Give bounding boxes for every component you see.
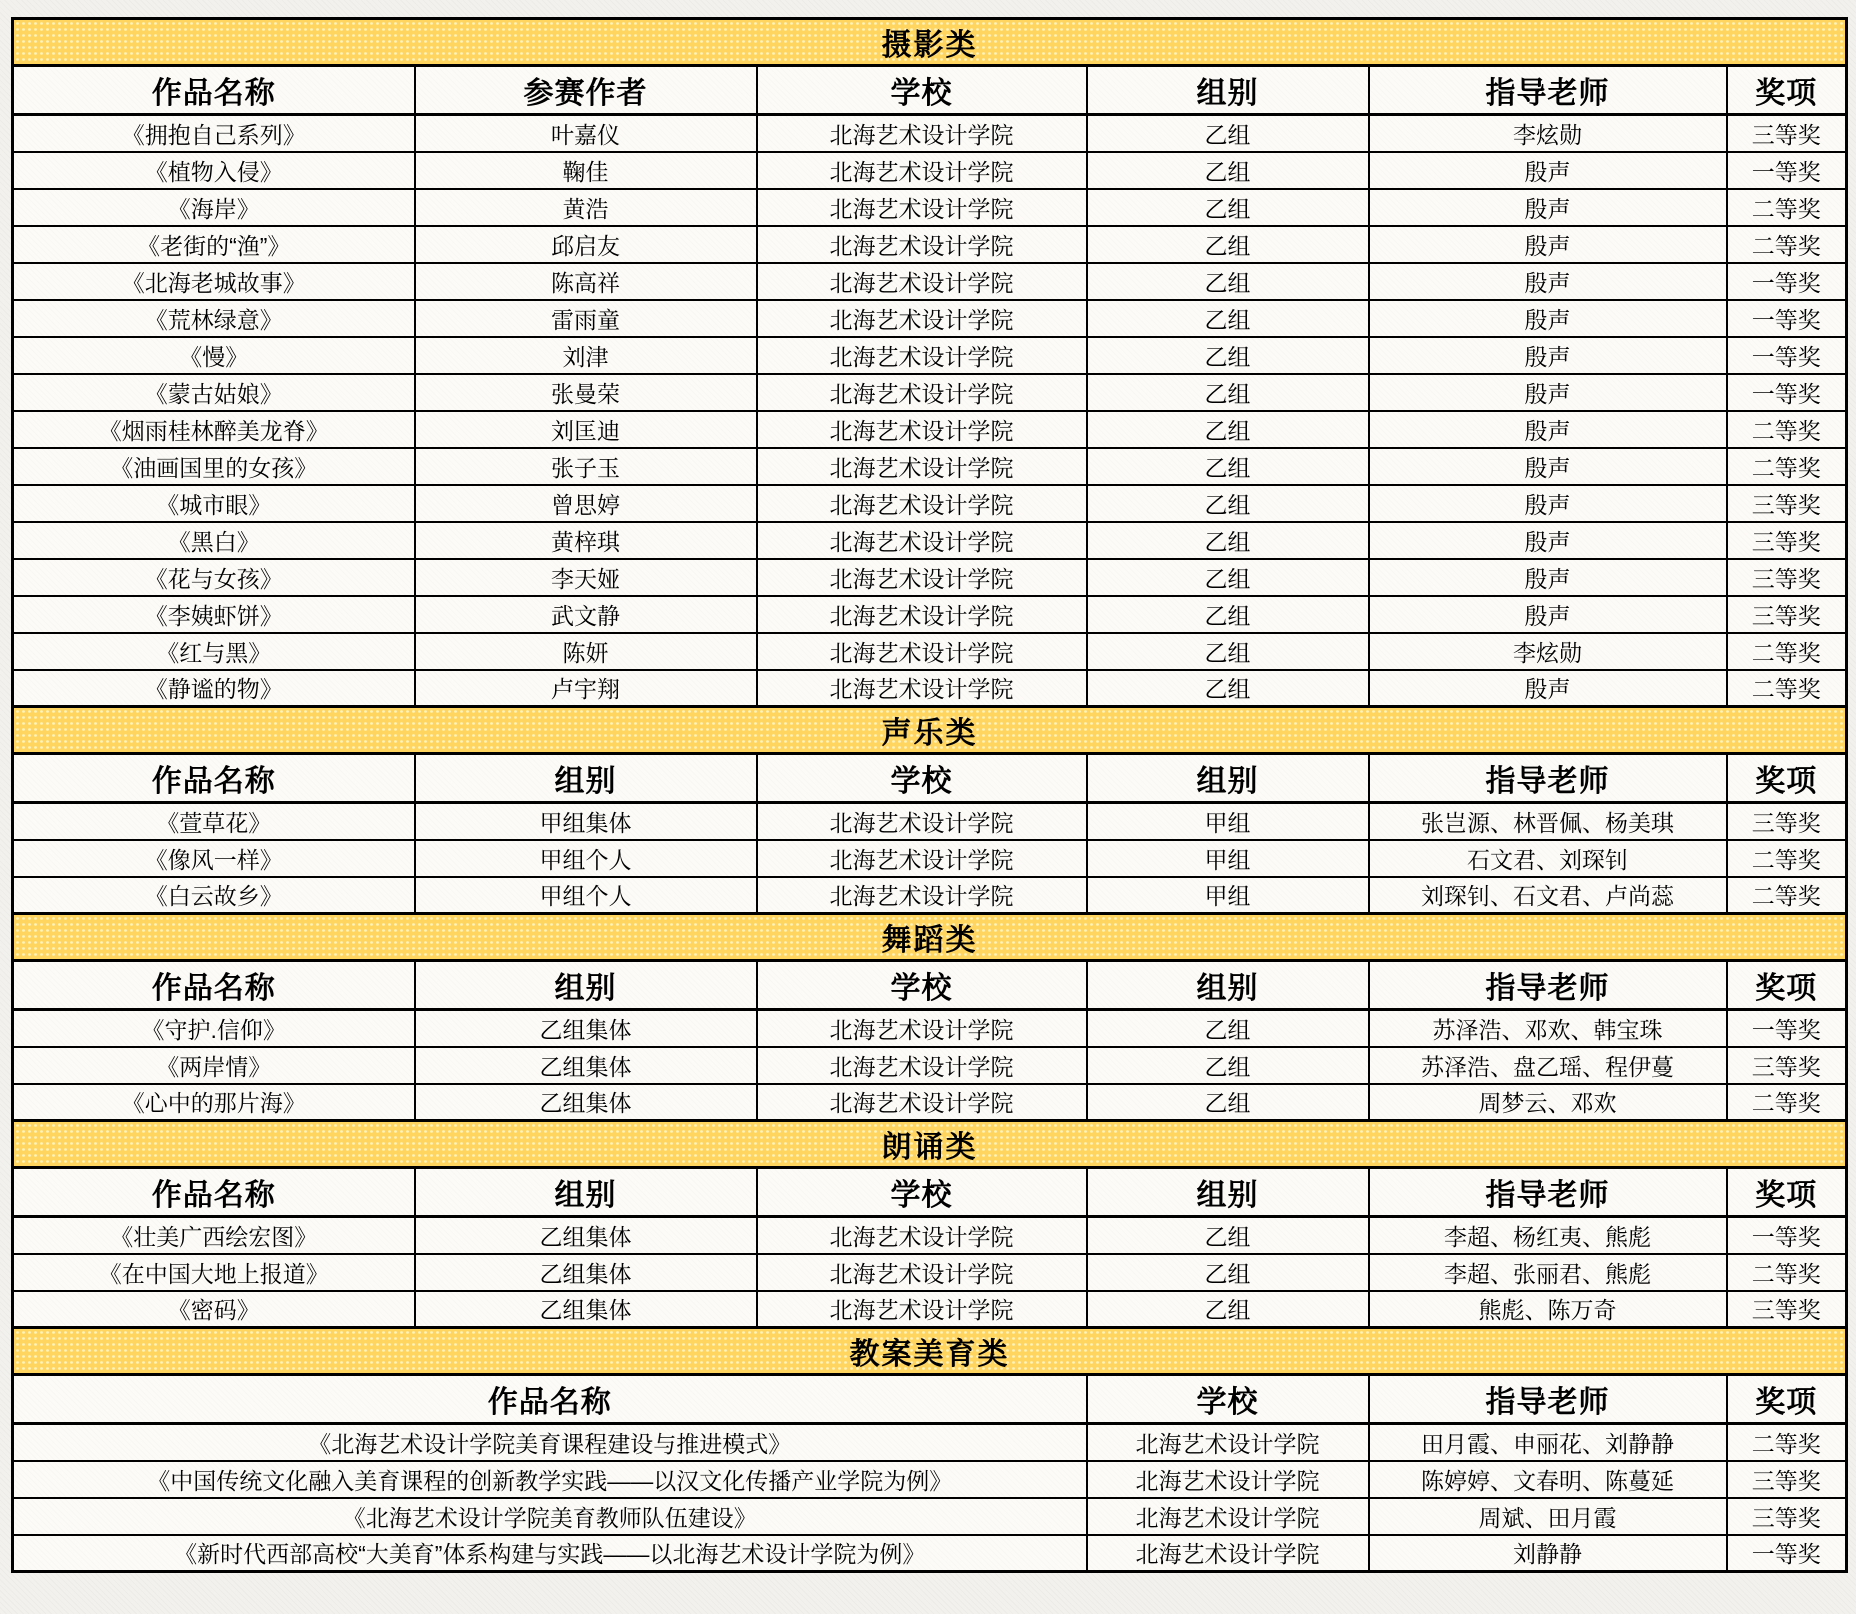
- table-cell: 殷声: [1369, 411, 1727, 448]
- table-cell: 北海艺术设计学院: [757, 1217, 1087, 1254]
- column-header: 组别: [415, 1168, 757, 1217]
- table-row: [13, 803, 1847, 840]
- table-row: [13, 670, 1847, 707]
- table-cell: 甲组个人: [415, 840, 757, 877]
- table-cell: 乙组: [1087, 559, 1369, 596]
- column-header: 组别: [1087, 66, 1369, 115]
- column-header: 参赛作者: [415, 66, 757, 115]
- table-cell: 殷声: [1369, 374, 1727, 411]
- table-cell: 北海艺术设计学院: [757, 1084, 1087, 1121]
- table-cell: 《植物入侵》: [13, 152, 415, 189]
- table-cell: 张岂源、林晋佩、杨美琪: [1369, 803, 1727, 840]
- table-cell: 北海艺术设计学院: [757, 559, 1087, 596]
- table-cell: 北海艺术设计学院: [757, 1254, 1087, 1291]
- table-cell: 《北海老城故事》: [13, 263, 415, 300]
- table-cell: 北海艺术设计学院: [1087, 1461, 1369, 1498]
- table-row: [13, 374, 1847, 411]
- table-cell: 乙组: [1087, 263, 1369, 300]
- section-band: [13, 1328, 1847, 1375]
- table-cell: 三等奖: [1727, 596, 1847, 633]
- column-header: 指导老师: [1369, 1168, 1727, 1217]
- table-cell: 李天娅: [415, 559, 757, 596]
- table-row: [13, 1217, 1847, 1254]
- table-cell: 北海艺术设计学院: [757, 263, 1087, 300]
- header-row: [13, 66, 1847, 115]
- header-row: [13, 961, 1847, 1010]
- table-cell: 北海艺术设计学院: [757, 1291, 1087, 1328]
- table-cell: 《海岸》: [13, 189, 415, 226]
- table-row: [13, 1461, 1847, 1498]
- section-band: [13, 1121, 1847, 1168]
- table-cell: 李炫勋: [1369, 115, 1727, 152]
- table-row: [13, 1535, 1847, 1572]
- table-row: [13, 152, 1847, 189]
- table-cell: 刘琛钊、石文君、卢尚蕊: [1369, 877, 1727, 914]
- table-cell: 北海艺术设计学院: [757, 411, 1087, 448]
- table-row: [13, 522, 1847, 559]
- table-cell: 殷声: [1369, 226, 1727, 263]
- table-cell: 乙组: [1087, 596, 1369, 633]
- table-row: [13, 337, 1847, 374]
- column-header: 学校: [757, 66, 1087, 115]
- table-row: [13, 1084, 1847, 1121]
- table-cell: 苏泽浩、邓欢、韩宝珠: [1369, 1010, 1727, 1047]
- table-cell: 《李姨虾饼》: [13, 596, 415, 633]
- table-cell: 殷声: [1369, 337, 1727, 374]
- table-cell: 北海艺术设计学院: [757, 152, 1087, 189]
- table-cell: 北海艺术设计学院: [757, 840, 1087, 877]
- table-cell: 甲组: [1087, 877, 1369, 914]
- table-row: [13, 1424, 1847, 1461]
- section-band: [13, 19, 1847, 66]
- table-cell: 李超、杨红夷、熊彪: [1369, 1217, 1727, 1254]
- table-cell: 乙组: [1087, 152, 1369, 189]
- column-header: 奖项: [1727, 1168, 1847, 1217]
- table-cell: 乙组集体: [415, 1010, 757, 1047]
- table-cell: 北海艺术设计学院: [757, 485, 1087, 522]
- table-cell: 刘静静: [1369, 1535, 1727, 1572]
- table-cell: 北海艺术设计学院: [757, 337, 1087, 374]
- column-header: 组别: [1087, 961, 1369, 1010]
- table-cell: 二等奖: [1727, 189, 1847, 226]
- table-cell: 《在中国大地上报道》: [13, 1254, 415, 1291]
- table-cell: 殷声: [1369, 152, 1727, 189]
- table-cell: 殷声: [1369, 596, 1727, 633]
- table-cell: 《心中的那片海》: [13, 1084, 415, 1121]
- section-band: [13, 914, 1847, 961]
- table-cell: 乙组: [1087, 226, 1369, 263]
- table-cell: 乙组: [1087, 337, 1369, 374]
- table-cell: 北海艺术设计学院: [1087, 1498, 1369, 1535]
- table-cell: 《北海艺术设计学院美育课程建设与推进模式》: [13, 1424, 1087, 1461]
- table-cell: 一等奖: [1727, 337, 1847, 374]
- table-cell: 刘匡迪: [415, 411, 757, 448]
- table-cell: 《老街的“渔”》: [13, 226, 415, 263]
- column-header: 学校: [757, 961, 1087, 1010]
- table-cell: 乙组: [1087, 374, 1369, 411]
- table-cell: 陈妍: [415, 633, 757, 670]
- table-cell: 北海艺术设计学院: [757, 670, 1087, 707]
- table-row: [13, 485, 1847, 522]
- table-row: [13, 189, 1847, 226]
- table-row: [13, 633, 1847, 670]
- table-cell: 二等奖: [1727, 226, 1847, 263]
- table-cell: 殷声: [1369, 189, 1727, 226]
- table-cell: 陈婷婷、文春明、陈蔓延: [1369, 1461, 1727, 1498]
- table-cell: 北海艺术设计学院: [1087, 1535, 1369, 1572]
- table-row: [13, 448, 1847, 485]
- table-row: [13, 559, 1847, 596]
- table-cell: 《黑白》: [13, 522, 415, 559]
- section-title: 舞蹈类: [13, 914, 1847, 961]
- table-cell: 乙组: [1087, 670, 1369, 707]
- table-cell: 卢宇翔: [415, 670, 757, 707]
- table-cell: 《两岸情》: [13, 1047, 415, 1084]
- table-cell: 李炫勋: [1369, 633, 1727, 670]
- table-row: [13, 226, 1847, 263]
- table-cell: 《荒林绿意》: [13, 300, 415, 337]
- table-cell: 《红与黑》: [13, 633, 415, 670]
- column-header: 组别: [1087, 1168, 1369, 1217]
- column-header: 指导老师: [1369, 961, 1727, 1010]
- table-cell: 乙组: [1087, 1084, 1369, 1121]
- column-header: 组别: [415, 961, 757, 1010]
- table-row: [13, 300, 1847, 337]
- table-cell: 一等奖: [1727, 300, 1847, 337]
- table-cell: 《烟雨桂林醉美龙脊》: [13, 411, 415, 448]
- table-cell: 《拥抱自己系列》: [13, 115, 415, 152]
- column-header: 作品名称: [13, 961, 415, 1010]
- table-cell: 北海艺术设计学院: [757, 226, 1087, 263]
- table-cell: 乙组: [1087, 633, 1369, 670]
- table-cell: 陈高祥: [415, 263, 757, 300]
- table-cell: 二等奖: [1727, 877, 1847, 914]
- table-cell: 武文静: [415, 596, 757, 633]
- table-cell: 二等奖: [1727, 1424, 1847, 1461]
- table-cell: 三等奖: [1727, 115, 1847, 152]
- column-header: 组别: [415, 754, 757, 803]
- section-title: 摄影类: [13, 19, 1847, 66]
- header-row: [13, 1168, 1847, 1217]
- table-cell: 《城市眼》: [13, 485, 415, 522]
- table-cell: 曾思婷: [415, 485, 757, 522]
- table-cell: 《北海艺术设计学院美育教师队伍建设》: [13, 1498, 1087, 1535]
- table-row: [13, 1498, 1847, 1535]
- table-cell: 殷声: [1369, 670, 1727, 707]
- table-row: [13, 1291, 1847, 1328]
- column-header: 作品名称: [13, 66, 415, 115]
- table-cell: 乙组: [1087, 1291, 1369, 1328]
- table-cell: 二等奖: [1727, 840, 1847, 877]
- table-cell: 《静谧的物》: [13, 670, 415, 707]
- awards-table: [11, 17, 1848, 1573]
- table-cell: 三等奖: [1727, 485, 1847, 522]
- table-cell: 北海艺术设计学院: [757, 300, 1087, 337]
- table-cell: 乙组集体: [415, 1217, 757, 1254]
- table-cell: 北海艺术设计学院: [757, 115, 1087, 152]
- table-cell: 乙组: [1087, 189, 1369, 226]
- table-cell: 乙组集体: [415, 1291, 757, 1328]
- table-cell: 乙组: [1087, 411, 1369, 448]
- table-cell: 《中国传统文化融入美育课程的创新教学实践——以汉文化传播产业学院为例》: [13, 1461, 1087, 1498]
- table-cell: 《壮美广西绘宏图》: [13, 1217, 415, 1254]
- column-header: 作品名称: [13, 1168, 415, 1217]
- table-cell: 一等奖: [1727, 1217, 1847, 1254]
- table-cell: 三等奖: [1727, 1498, 1847, 1535]
- section-band: [13, 707, 1847, 754]
- table-cell: 甲组: [1087, 803, 1369, 840]
- table-cell: 三等奖: [1727, 1047, 1847, 1084]
- table-cell: 乙组集体: [415, 1047, 757, 1084]
- table-cell: 苏泽浩、盘乙瑶、程伊蔓: [1369, 1047, 1727, 1084]
- column-header: 学校: [1087, 1375, 1369, 1424]
- table-cell: 乙组集体: [415, 1084, 757, 1121]
- table-cell: 一等奖: [1727, 152, 1847, 189]
- table-row: [13, 263, 1847, 300]
- table-row: [13, 596, 1847, 633]
- section-title: 教案美育类: [13, 1328, 1847, 1375]
- table-cell: 一等奖: [1727, 263, 1847, 300]
- table-cell: 刘津: [415, 337, 757, 374]
- table-cell: 北海艺术设计学院: [757, 1010, 1087, 1047]
- awards-table-body: [13, 19, 1847, 1572]
- table-cell: 鞠佳: [415, 152, 757, 189]
- table-cell: 一等奖: [1727, 374, 1847, 411]
- table-cell: 周斌、田月霞: [1369, 1498, 1727, 1535]
- table-cell: 黄浩: [415, 189, 757, 226]
- table-row: [13, 840, 1847, 877]
- table-cell: 石文君、刘琛钊: [1369, 840, 1727, 877]
- table-cell: 二等奖: [1727, 1254, 1847, 1291]
- table-cell: 乙组: [1087, 1217, 1369, 1254]
- table-cell: 一等奖: [1727, 1010, 1847, 1047]
- table-cell: 乙组: [1087, 1047, 1369, 1084]
- column-header: 奖项: [1727, 1375, 1847, 1424]
- table-cell: 殷声: [1369, 448, 1727, 485]
- table-row: [13, 115, 1847, 152]
- table-cell: 《白云故乡》: [13, 877, 415, 914]
- header-row: [13, 1375, 1847, 1424]
- table-cell: 三等奖: [1727, 559, 1847, 596]
- table-row: [13, 877, 1847, 914]
- column-header: 作品名称: [13, 754, 415, 803]
- table-cell: 北海艺术设计学院: [757, 522, 1087, 559]
- table-row: [13, 1254, 1847, 1291]
- table-cell: 一等奖: [1727, 1535, 1847, 1572]
- table-cell: 《新时代西部高校“大美育”体系构建与实践——以北海艺术设计学院为例》: [13, 1535, 1087, 1572]
- table-cell: 二等奖: [1727, 633, 1847, 670]
- table-cell: 北海艺术设计学院: [757, 633, 1087, 670]
- table-cell: 甲组个人: [415, 877, 757, 914]
- table-cell: 殷声: [1369, 522, 1727, 559]
- table-cell: 甲组: [1087, 840, 1369, 877]
- section-title: 声乐类: [13, 707, 1847, 754]
- column-header: 组别: [1087, 754, 1369, 803]
- table-cell: 乙组: [1087, 448, 1369, 485]
- table-cell: 二等奖: [1727, 448, 1847, 485]
- table-cell: 《蒙古姑娘》: [13, 374, 415, 411]
- table-cell: 雷雨童: [415, 300, 757, 337]
- table-cell: 乙组: [1087, 1010, 1369, 1047]
- table-cell: 乙组集体: [415, 1254, 757, 1291]
- table-cell: 殷声: [1369, 300, 1727, 337]
- table-cell: 二等奖: [1727, 1084, 1847, 1121]
- table-cell: 《花与女孩》: [13, 559, 415, 596]
- table-cell: 《像风一样》: [13, 840, 415, 877]
- table-row: [13, 1010, 1847, 1047]
- table-cell: 三等奖: [1727, 1291, 1847, 1328]
- table-cell: 二等奖: [1727, 411, 1847, 448]
- table-cell: 乙组: [1087, 485, 1369, 522]
- table-cell: 熊彪、陈万奇: [1369, 1291, 1727, 1328]
- table-cell: 三等奖: [1727, 1461, 1847, 1498]
- table-cell: 乙组: [1087, 522, 1369, 559]
- table-cell: 北海艺术设计学院: [757, 189, 1087, 226]
- section-title: 朗诵类: [13, 1121, 1847, 1168]
- table-cell: 北海艺术设计学院: [757, 877, 1087, 914]
- column-header: 奖项: [1727, 66, 1847, 115]
- table-cell: 黄梓琪: [415, 522, 757, 559]
- table-cell: 《慢》: [13, 337, 415, 374]
- table-cell: 张子玉: [415, 448, 757, 485]
- table-cell: 张曼荣: [415, 374, 757, 411]
- table-cell: 田月霞、申丽花、刘静静: [1369, 1424, 1727, 1461]
- table-cell: 北海艺术设计学院: [757, 374, 1087, 411]
- table-cell: 甲组集体: [415, 803, 757, 840]
- column-header: 指导老师: [1369, 1375, 1727, 1424]
- column-header: 奖项: [1727, 961, 1847, 1010]
- table-cell: 乙组: [1087, 300, 1369, 337]
- table-cell: 北海艺术设计学院: [757, 596, 1087, 633]
- column-header: 学校: [757, 754, 1087, 803]
- table-cell: 北海艺术设计学院: [757, 1047, 1087, 1084]
- table-cell: 乙组: [1087, 115, 1369, 152]
- table-cell: 李超、张丽君、熊彪: [1369, 1254, 1727, 1291]
- table-cell: 北海艺术设计学院: [757, 803, 1087, 840]
- table-cell: 二等奖: [1727, 670, 1847, 707]
- table-cell: 北海艺术设计学院: [1087, 1424, 1369, 1461]
- column-header: 学校: [757, 1168, 1087, 1217]
- table-cell: 殷声: [1369, 263, 1727, 300]
- header-row: [13, 754, 1847, 803]
- table-cell: 三等奖: [1727, 522, 1847, 559]
- table-cell: 殷声: [1369, 485, 1727, 522]
- column-header: 奖项: [1727, 754, 1847, 803]
- table-cell: 三等奖: [1727, 803, 1847, 840]
- table-cell: 叶嘉仪: [415, 115, 757, 152]
- column-header: 指导老师: [1369, 754, 1727, 803]
- table-cell: 邱启友: [415, 226, 757, 263]
- table-cell: 殷声: [1369, 559, 1727, 596]
- column-header: 指导老师: [1369, 66, 1727, 115]
- table-cell: 周梦云、邓欢: [1369, 1084, 1727, 1121]
- table-cell: 北海艺术设计学院: [757, 448, 1087, 485]
- table-row: [13, 411, 1847, 448]
- table-cell: 《密码》: [13, 1291, 415, 1328]
- table-cell: 《萱草花》: [13, 803, 415, 840]
- table-cell: 《油画国里的女孩》: [13, 448, 415, 485]
- table-row: [13, 1047, 1847, 1084]
- column-header: 作品名称: [13, 1375, 1087, 1424]
- table-cell: 乙组: [1087, 1254, 1369, 1291]
- table-cell: 《守护.信仰》: [13, 1010, 415, 1047]
